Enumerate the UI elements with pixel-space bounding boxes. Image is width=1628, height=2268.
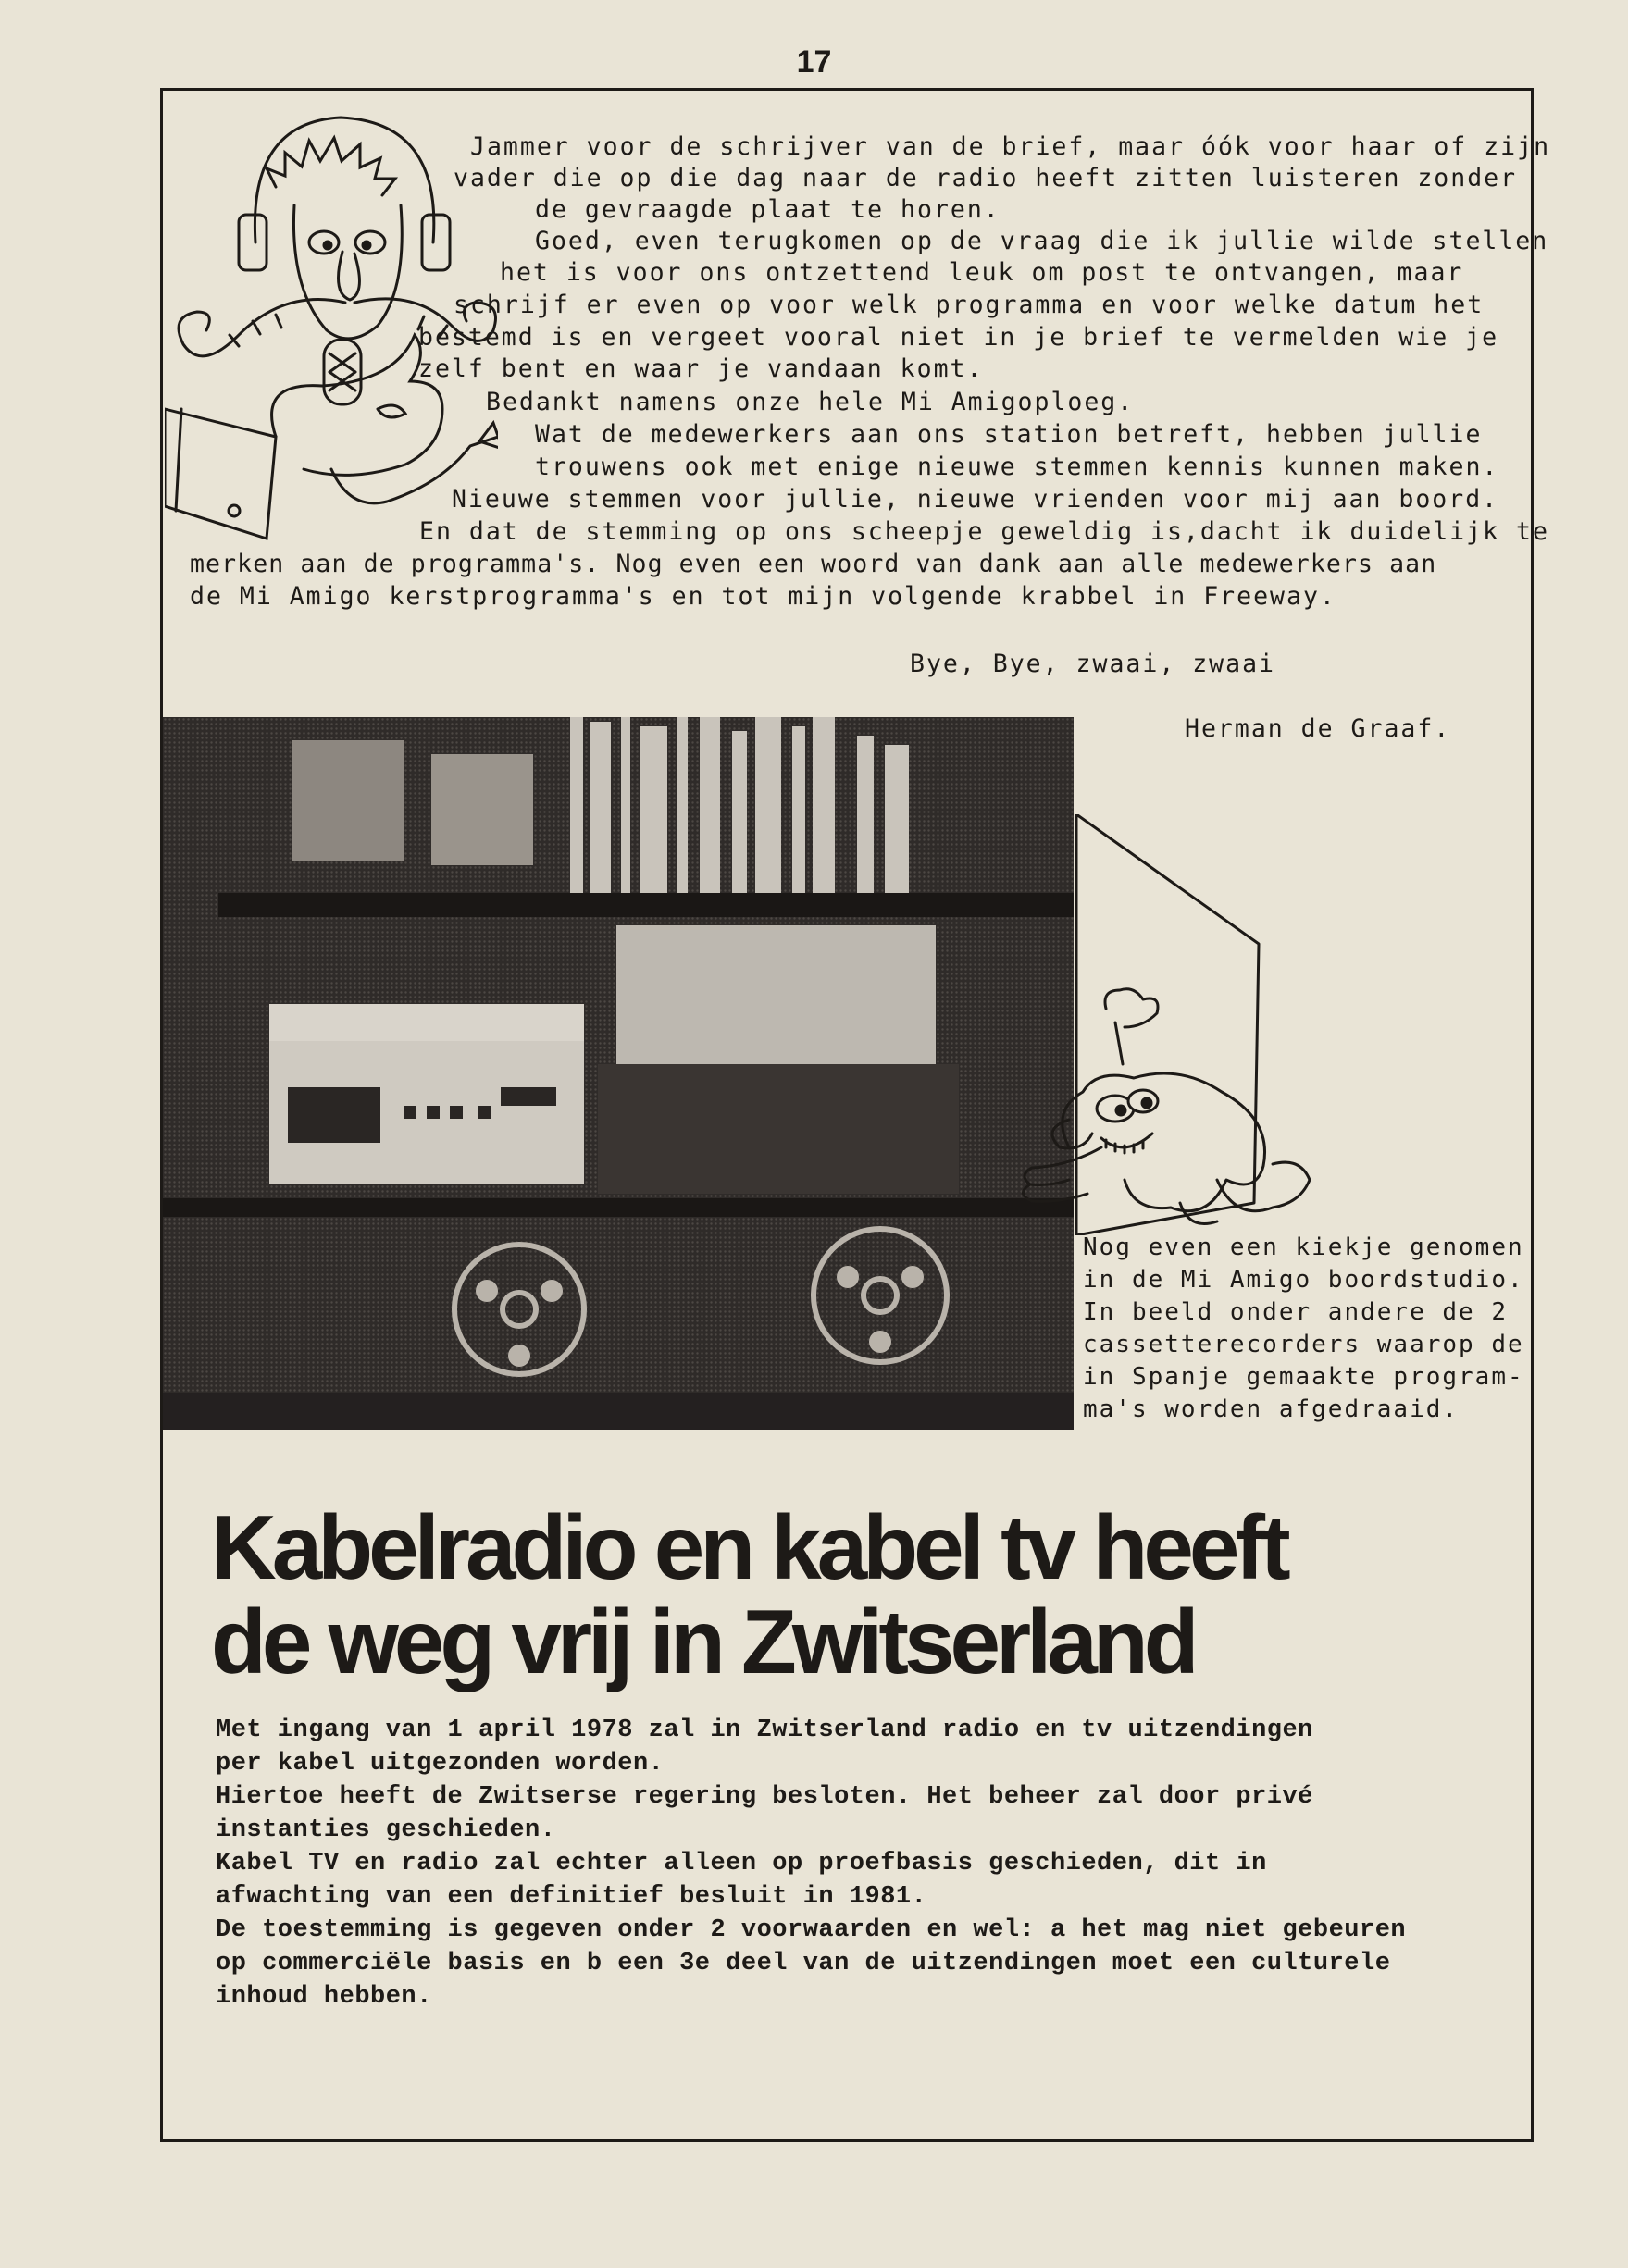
caption-line: ma's worden afgedraaid. [1083,1395,1460,1423]
letter-line: zelf bent en waar je vandaan komt. [418,354,984,383]
article-line: Hiertoe heeft de Zwitserse regering besloten. Het beheer zal door privé [216,1783,1313,1811]
letter-line: schrijf er even op voor welk programma en voor welke datum het [454,291,1485,319]
letter-line: En dat de stemming op ons scheepje geweldig is,dacht ik duidelijk te [419,517,1549,546]
letter-signature: Herman de Graaf. [1185,714,1451,743]
caption-line: cassetterecorders waarop de [1083,1331,1524,1358]
letter-line: Goed, even terugkomen op de vraag die ik jullie wilde stellen [535,227,1549,255]
caption-line: In beeld onder andere de 2 [1083,1298,1508,1326]
letter-line: de gevraagde plaat te horen. [535,195,1000,224]
article-line: op commerciële basis en b een 3e deel van de uitzendingen moet een culturele [216,1950,1391,1977]
letter-line: Wat de medewerkers aan ons station betreft, hebben jullie [535,420,1483,449]
letter-line: Nieuwe stemmen voor jullie, nieuwe vrienden voor mij aan boord. [452,485,1499,514]
article-line: instanties geschieden. [216,1816,556,1844]
article-line: per kabel uitgezonden worden. [216,1750,665,1778]
article-headline-line-2: de weg vrij in Zwitserland [211,1591,1195,1692]
letter-signoff: Bye, Bye, zwaai, zwaai [910,650,1275,678]
article-line: afwachting van een definitief besluit in 1981. [216,1883,927,1911]
article-line: Kabel TV en radio zal echter alleen op proefbasis geschieden, dit in [216,1850,1267,1878]
article-headline-line-1: Kabelradio en kabel tv heeft [211,1496,1286,1598]
studio-photo [163,717,1074,1430]
article-line: inhoud hebben. [216,1983,432,2011]
article-line: De toestemming is gegeven onder 2 voorwaarden en wel: a het mag niet gebeuren [216,1916,1407,1944]
page-number: 17 [796,44,832,80]
letter-line: het is voor ons ontzettend leuk om post te ontvangen, maar [500,258,1464,287]
caption-line: Nog even een kiekje genomen [1083,1233,1524,1261]
letter-line: merken aan de programma's. Nog even een woord van dank aan alle medewerkers aan [190,550,1437,578]
letter-line: de Mi Amigo kerstprogramma's en tot mijn volgende krabbel in Freeway. [190,582,1336,611]
letter-line: bestemd is en vergeet vooral niet in je brief te vermelden wie je [418,323,1499,352]
letter-line: Bedankt namens onze hele Mi Amigoploeg. [486,388,1135,416]
peeking-character-icon [1013,814,1324,1235]
article-line: Met ingang van 1 april 1978 zal in Zwitserland radio en tv uitzendingen [216,1716,1313,1744]
caption-line: in Spanje gemaakte program- [1083,1363,1524,1391]
caption-line: in de Mi Amigo boordstudio. [1083,1266,1524,1294]
letter-line: trouwens ook met enige nieuwe stemmen kennis kunnen maken. [535,452,1499,481]
letter-line: Jammer voor de schrijver van de brief, maar óók voor haar of zijn [470,132,1551,161]
letter-line: vader die op die dag naar de radio heeft zitten luisteren zonder [454,164,1518,192]
